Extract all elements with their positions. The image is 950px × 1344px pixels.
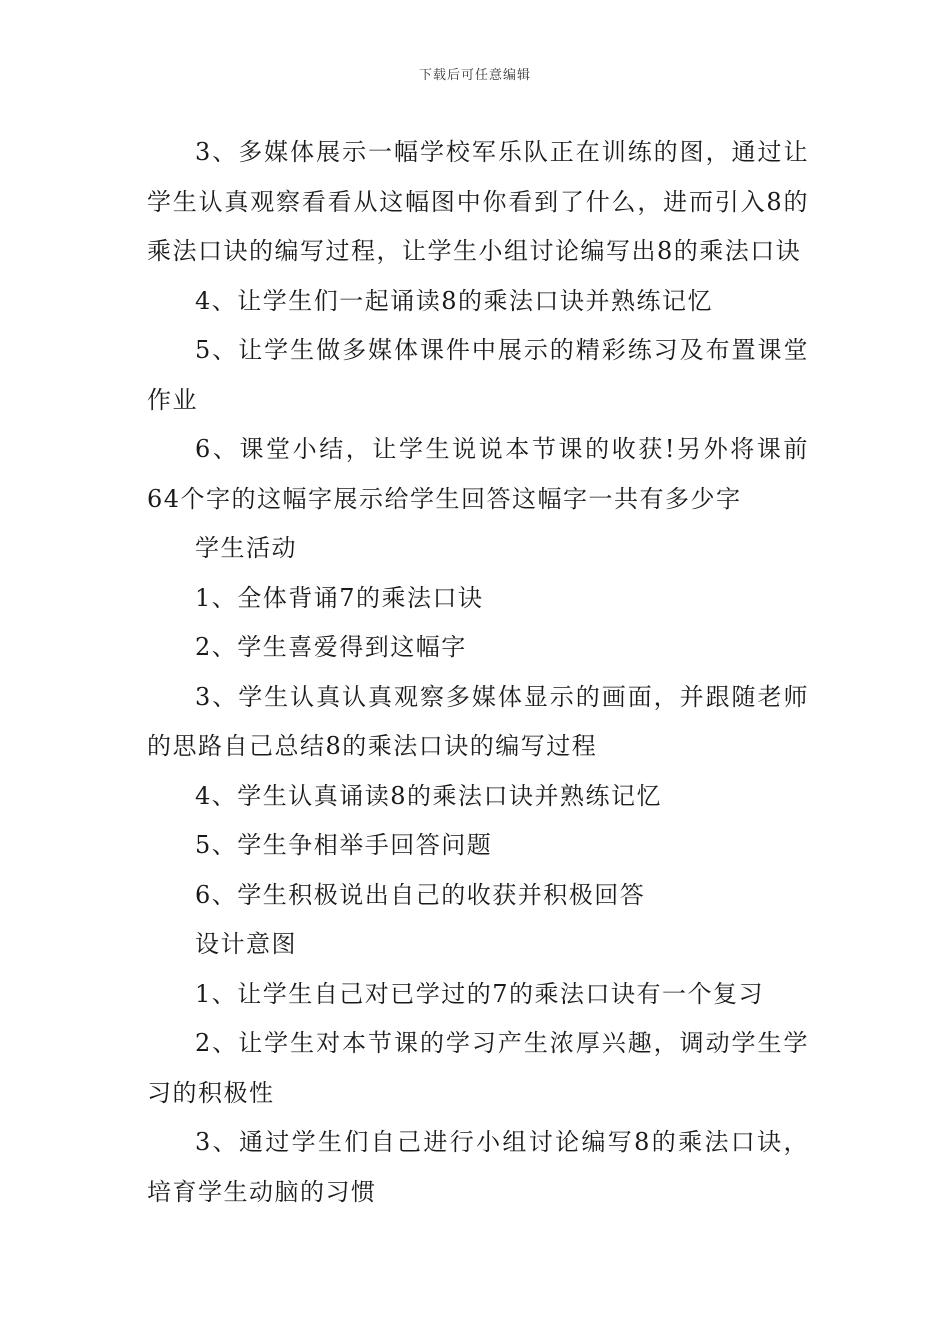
section-heading-design-intent: 设计意图 (195, 930, 297, 958)
student-activity-5: 5、学生争相举手回答问题 (195, 831, 493, 859)
student-activity-6: 6、学生积极说出自己的收获并积极回答 (195, 880, 646, 909)
paragraph-step-6: 6、课堂小结，让学生说说本节课的收获!另外将课前64个字的这幅字展示给学生回答这幅字一共有多少字 (147, 435, 809, 513)
design-intent-3: 3、通过学生们自己进行小组讨论编写8的乘法口诀，培育学生动脑的习惯 (147, 1128, 809, 1206)
header-note: 下载后可任意编辑 (418, 68, 531, 83)
student-activity-4: 4、学生认真诵读8的乘法口诀并熟练记忆 (195, 781, 663, 810)
section-heading-student-activities: 学生活动 (195, 534, 297, 562)
student-activity-1: 1、全体背诵7的乘法口诀 (195, 583, 484, 612)
paragraph-step-4: 4、让学生们一起诵读8的乘法口诀并熟练记忆 (195, 286, 714, 315)
paragraph-step-3: 3、多媒体展示一幅学校军乐队正在训练的图，通过让学生认真观察看看从这幅图中你看到了什么，进而引入8的乘法口诀的编写过程，让学生小组讨论编写出8的乘法口诀 (147, 138, 809, 265)
student-activity-3: 3、学生认真认真观察多媒体显示的画面，并跟随老师的思路自己总结8的乘法口诀的编写过程 (147, 682, 809, 760)
design-intent-1: 1、让学生自己对已学过的7的乘法口诀有一个复习 (195, 979, 765, 1008)
design-intent-2: 2、让学生对本节课的学习产生浓厚兴趣，调动学生学习的积极性 (147, 1029, 809, 1107)
document-body (147, 128, 809, 1217)
student-activity-2: 2、学生喜爱得到这幅字 (195, 633, 467, 661)
paragraph-step-5: 5、让学生做多媒体课件中展示的精彩练习及布置课堂作业 (147, 336, 809, 414)
